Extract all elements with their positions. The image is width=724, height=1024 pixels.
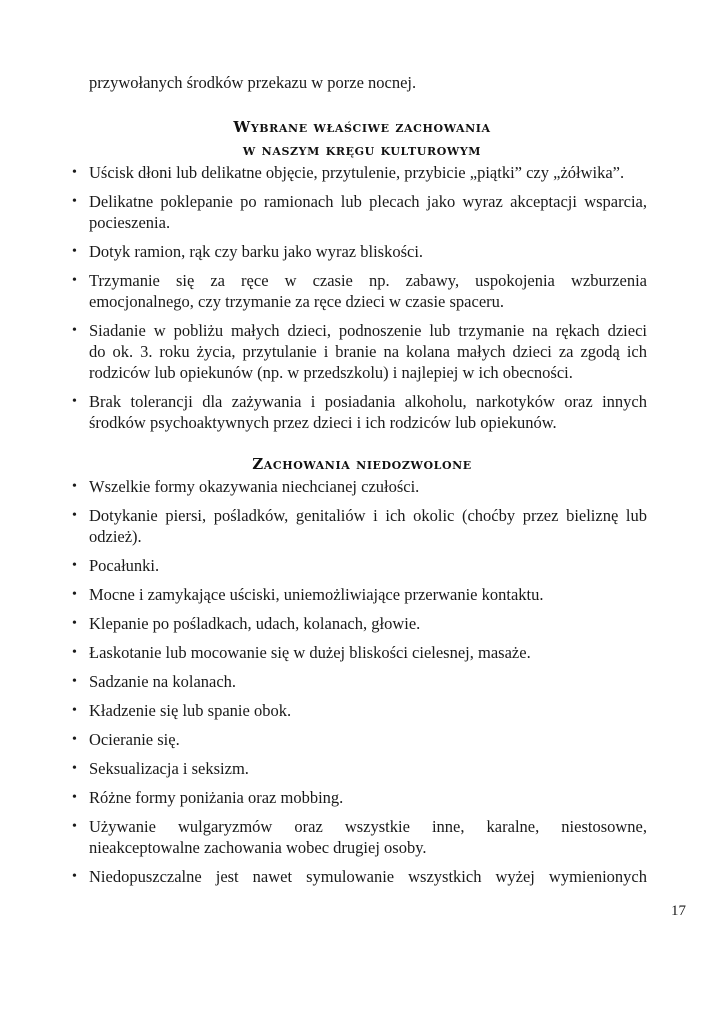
text-line: Ocieranie się. bbox=[89, 730, 180, 749]
bullet-icon: • bbox=[72, 244, 77, 259]
bullet-icon: • bbox=[72, 732, 77, 747]
text-line: emocjonalnego, czy trzymanie za ręce dzieci w czasie spaceru. bbox=[89, 292, 505, 311]
text-line: Trzymanie się za ręce w czasie np. zabawy, uspokojenia wzburzenia bbox=[89, 271, 647, 290]
list-item-text bbox=[89, 270, 647, 312]
text-line: rodziców lub opiekunów (np. w przedszkolu) i najlepiej w ich obecności. bbox=[89, 363, 573, 382]
text-line: Uścisk dłoni lub delikatne objęcie, przytulenie, przybicie „piątki” czy „żółwika”. bbox=[89, 163, 625, 182]
bullet-icon: • bbox=[72, 558, 77, 573]
list-item bbox=[72, 505, 647, 547]
bullet-icon: • bbox=[72, 819, 77, 834]
text-line: odzież). bbox=[89, 527, 142, 546]
bullet-icon: • bbox=[72, 869, 77, 884]
text-line: Niedopuszczalne jest nawet symulowanie wszystkich wyżej wymienionych bbox=[89, 867, 647, 886]
text-line: Klepanie po pośladkach, udach, kolanach, głowie. bbox=[89, 614, 421, 633]
list-item-text bbox=[89, 241, 647, 262]
text-line: Siadanie w pobliżu małych dzieci, podnoszenie lub trzymanie na rękach dzieci bbox=[89, 321, 647, 340]
bullet-icon: • bbox=[72, 273, 77, 288]
list-item-text bbox=[89, 671, 647, 692]
list-item bbox=[72, 270, 647, 312]
heading-line-2: w naszym kręgu kulturowym bbox=[242, 141, 482, 159]
list-item bbox=[72, 758, 647, 779]
list-item bbox=[72, 816, 647, 858]
list-item bbox=[72, 241, 647, 262]
text-line: Łaskotanie lub mocowanie się w dużej bliskości cielesnej, masaże. bbox=[89, 643, 531, 662]
page-number: 17 bbox=[671, 903, 686, 919]
text-line: środków psychoaktywnych przez dzieci i ich rodziców lub opiekunów. bbox=[89, 413, 557, 432]
list-item bbox=[72, 476, 647, 497]
bullet-icon: • bbox=[72, 645, 77, 660]
text-line: pocieszenia. bbox=[89, 213, 171, 232]
bullet-icon: • bbox=[72, 479, 77, 494]
bullet-icon: • bbox=[72, 790, 77, 805]
text-line: Różne formy poniżania oraz mobbing. bbox=[89, 788, 344, 807]
list-item bbox=[72, 866, 647, 887]
list-item-text bbox=[89, 391, 647, 433]
list-item bbox=[72, 191, 647, 233]
list-item bbox=[72, 787, 647, 808]
list-item-text bbox=[89, 816, 647, 858]
list-item bbox=[72, 555, 647, 576]
text-line: Brak tolerancji dla zażywania i posiadania alkoholu, narkotyków oraz innych bbox=[89, 392, 647, 411]
bullet-icon: • bbox=[72, 616, 77, 631]
bullet-icon: • bbox=[72, 165, 77, 180]
list-item bbox=[72, 613, 647, 634]
list-item-text bbox=[89, 787, 647, 808]
list-item-text bbox=[89, 758, 647, 779]
list-item-text bbox=[89, 162, 647, 183]
list-item-text bbox=[89, 555, 647, 576]
bullet-icon: • bbox=[72, 761, 77, 776]
text-line: Używanie wulgaryzmów oraz wszystkie inne, karalne, niestosowne, bbox=[89, 817, 647, 836]
text-line: Wszelkie formy okazywania niechcianej czułości. bbox=[89, 477, 420, 496]
list-item bbox=[72, 391, 647, 433]
bullet-icon: • bbox=[72, 703, 77, 718]
list-item-text bbox=[89, 700, 647, 721]
list-item bbox=[72, 671, 647, 692]
list-item-text bbox=[89, 476, 647, 497]
bullet-icon: • bbox=[72, 508, 77, 523]
text-line: Pocałunki. bbox=[89, 556, 160, 575]
list-item-text bbox=[89, 320, 647, 383]
bullet-icon: • bbox=[72, 587, 77, 602]
text-line: nieakceptowalne zachowania wobec drugiej osoby. bbox=[89, 838, 427, 857]
section-heading-appropriate-behaviors bbox=[0, 116, 724, 162]
list-item bbox=[72, 584, 647, 605]
list-item-text bbox=[89, 642, 647, 663]
text-line: Mocne i zamykające uściski, uniemożliwiające przerwanie kontaktu. bbox=[89, 585, 544, 604]
list-item bbox=[72, 320, 647, 383]
bullet-icon: • bbox=[72, 194, 77, 209]
list-item-text bbox=[89, 729, 647, 750]
list-item bbox=[72, 700, 647, 721]
list-item-text bbox=[89, 505, 647, 547]
section-heading-prohibited-behaviors: Zachowania niedozwolone bbox=[252, 455, 472, 473]
text-line: Kładzenie się lub spanie obok. bbox=[89, 701, 292, 720]
text-line: Dotykanie piersi, pośladków, genitaliów i ich okolic (choćby przez bieliznę lub bbox=[89, 506, 647, 525]
bullet-icon: • bbox=[72, 394, 77, 409]
heading-line-1: Wybrane właściwe zachowania bbox=[233, 118, 491, 136]
text-line: Seksualizacja i seksizm. bbox=[89, 759, 249, 778]
text-line: Delikatne poklepanie po ramionach lub plecach jako wyraz akceptacji wsparcia, bbox=[89, 192, 647, 211]
list-item-text bbox=[89, 866, 647, 887]
list-item-text bbox=[89, 191, 647, 233]
list-item-text bbox=[89, 584, 647, 605]
bullet-icon: • bbox=[72, 323, 77, 338]
text-line: do ok. 3. roku życia, przytulanie i branie na kolana małych dzieci za zgodą ich bbox=[89, 342, 647, 361]
list-item bbox=[72, 642, 647, 663]
list-item bbox=[72, 162, 647, 183]
text-line: Dotyk ramion, rąk czy barku jako wyraz bliskości. bbox=[89, 242, 424, 261]
bullet-icon: • bbox=[72, 674, 77, 689]
prohibited-behaviors-list bbox=[72, 476, 647, 887]
list-item bbox=[72, 729, 647, 750]
list-item-text bbox=[89, 613, 647, 634]
intro-paragraph: przywołanych środków przekazu w porze nocnej. bbox=[89, 73, 417, 92]
text-line: Sadzanie na kolanach. bbox=[89, 672, 237, 691]
appropriate-behaviors-list bbox=[72, 162, 647, 433]
